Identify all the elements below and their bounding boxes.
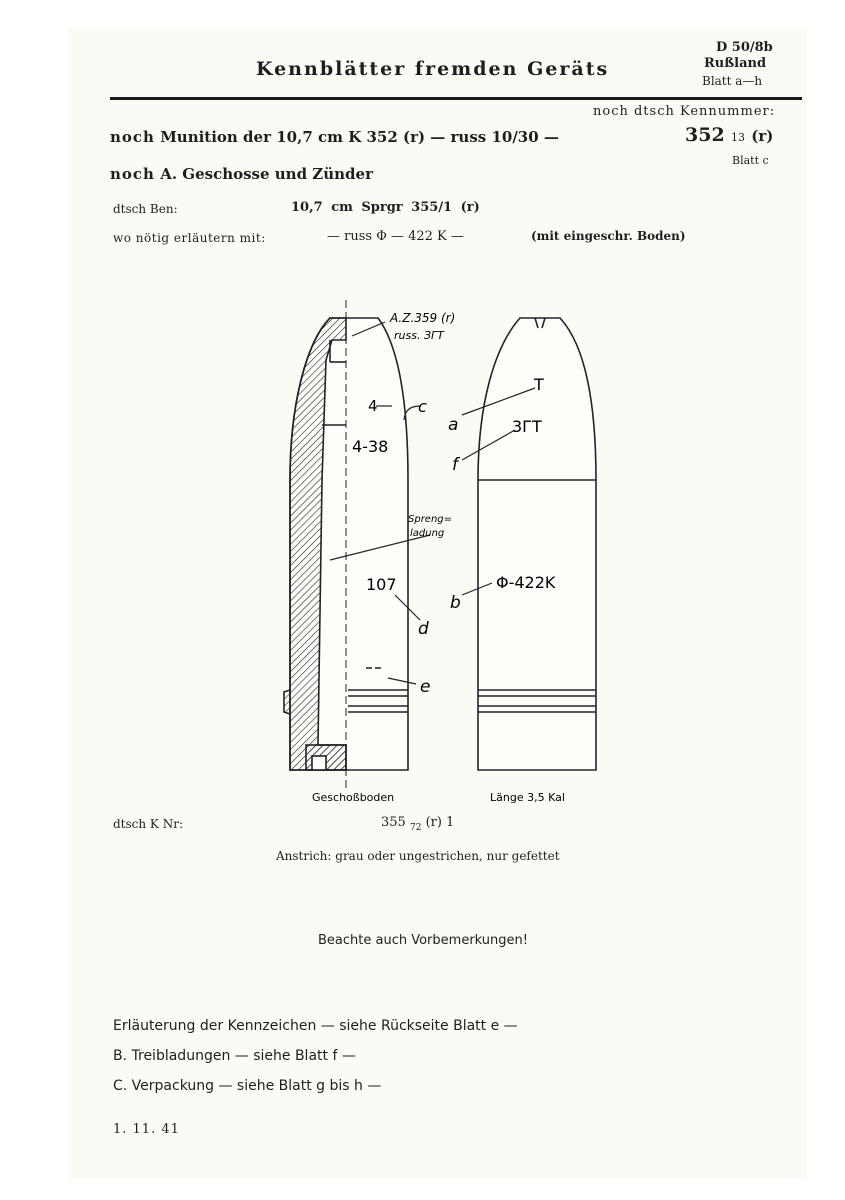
caption-left: Geschoßboden [312,791,395,804]
mark-b: b [450,593,461,613]
explain-value: — russ Φ — 422 K — [327,229,464,244]
sheet-label: Blatt c [732,154,769,167]
mark-e: e [420,677,431,697]
k-number [381,815,455,833]
sheet-range: Blatt a—h [702,74,763,88]
explosive-label-2: ladung [410,528,445,539]
footer-item-3: C. Verpackung — siehe Blatt g bis h — [113,1078,382,1094]
footer-item-2: B. Treibladungen — siehe Blatt f — [113,1048,356,1064]
mark-d: d [418,619,429,639]
section-noch-word: noch [110,165,155,183]
fuze-russ-label: russ. ЗГТ [394,329,444,342]
mark-4-38: 4-38 [352,437,389,456]
k-number-label: dtsch K Nr: [113,817,183,831]
ammo-title-text: Munition der 10,7 cm K 352 (r) — russ 10/30 — [160,128,559,146]
mark-T: T [534,375,544,394]
k-number-rest: (r) 1 [425,815,455,830]
noch-word: noch [110,128,155,146]
mark-4: 4 [368,397,378,415]
mark-107: 107 [366,575,397,594]
designation-value: 10,7 cm Sprgr 355/1 (r) [291,200,480,215]
kennnummer-label: noch dtsch Kennummer: [593,104,776,119]
k-number-sub: 72 [409,823,422,833]
explosive-label-1: Spreng= [408,514,453,525]
mark-a: a [448,415,459,435]
country: Rußland [704,56,767,71]
mark-phi: Φ-422K [496,573,556,592]
kennnummer-main: 352 [685,124,725,146]
paint-note: Anstrich: grau oder ungestrichen, nur gefettet [276,849,560,863]
mark-f: f [452,455,458,475]
footer-item-1: Erläuterung der Kennzeichen — siehe Rückseite Blatt e — [113,1018,518,1034]
caption-right: Länge 3,5 Kal [490,791,565,804]
series-title: Kennblätter fremden Geräts [256,58,610,80]
doc-code: D 50/8b [716,40,773,55]
kennnummer-suffix: (r) [751,127,774,145]
explain-note: (mit eingeschr. Boden) [531,229,686,243]
fuze-label: A.Z.359 (r) [390,311,456,325]
explain-label: wo nötig erläutern mit: [113,231,266,245]
section-title-text: A. Geschosse und Zünder [160,165,373,183]
k-number-main: 355 [381,815,406,830]
notice: Beachte auch Vorbemerkungen! [318,933,528,948]
mark-3GT: 3ГТ [512,417,542,436]
date: 1. 11. 41 [113,1122,180,1137]
kennnummer-sub: 13 [730,131,745,144]
designation-label: dtsch Ben: [113,202,178,216]
mark-c: c [418,397,427,416]
